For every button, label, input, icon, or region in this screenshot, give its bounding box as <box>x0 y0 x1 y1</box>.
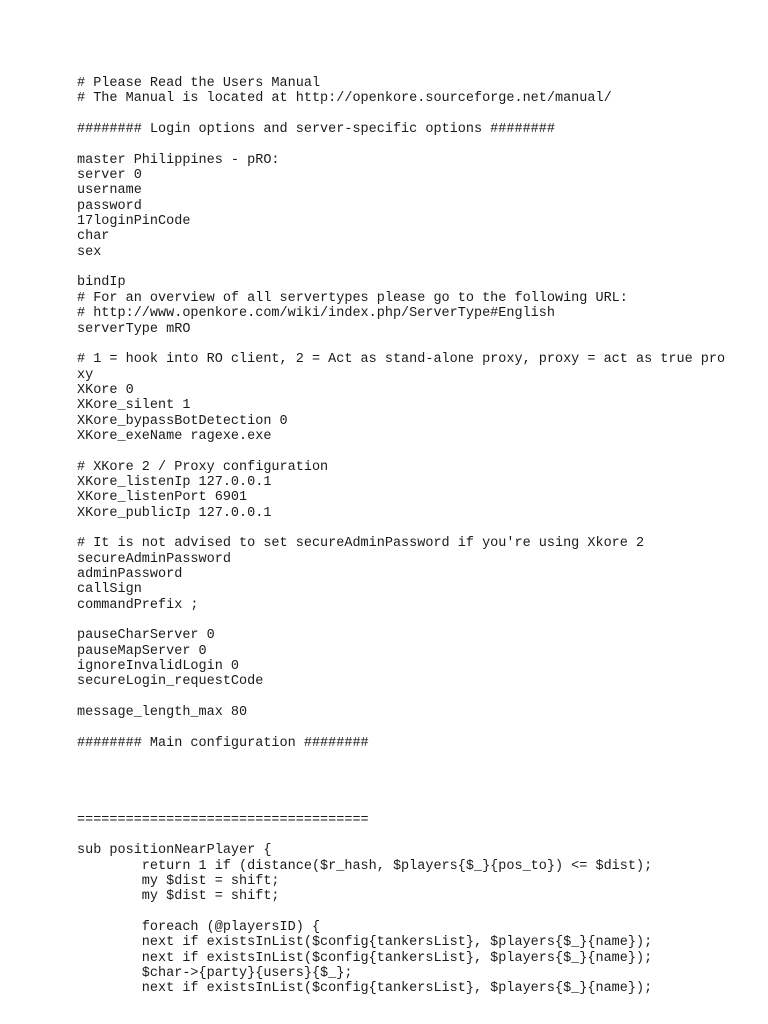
text-line: ######## Login options and server-specific options ######## <box>77 122 555 138</box>
text-line: next if existsInList($config{tankersList}, $players{$_}{name}); <box>77 981 653 997</box>
text-line <box>77 690 725 705</box>
text-line <box>77 337 725 352</box>
text-line: return 1 if (distance($r_hash, $players{$_}{pos_to}) <= $dist); <box>77 858 653 874</box>
text-line <box>77 137 725 152</box>
config-file-text <box>77 76 725 997</box>
text-line: XKore 0 <box>77 382 134 398</box>
text-line: username <box>77 183 142 199</box>
text-line: char <box>77 229 110 245</box>
text-line: ignoreInvalidLogin 0 <box>77 659 240 675</box>
text-line: callSign <box>77 582 142 598</box>
text-line: # http://www.openkore.com/wiki/index.php/ServerType#English <box>77 306 555 322</box>
text-line: ==================================== <box>77 812 369 828</box>
text-line <box>77 613 725 628</box>
text-line <box>77 766 725 781</box>
text-line: server 0 <box>77 168 142 184</box>
text-line: pauseCharServer 0 <box>77 628 215 644</box>
text-line: # XKore 2 / Proxy configuration <box>77 459 329 475</box>
text-line <box>77 107 725 122</box>
text-line: serverType mRO <box>77 321 191 337</box>
text-line: XKore_silent 1 <box>77 398 191 414</box>
text-line: password <box>77 198 142 214</box>
text-line: bindIp <box>77 275 126 291</box>
text-line: XKore_listenIp 127.0.0.1 <box>77 474 272 490</box>
text-line: # Please Read the Users Manual <box>77 76 321 91</box>
text-line <box>77 260 725 275</box>
text-line: next if existsInList($config{tankersList}, $players{$_}{name}); <box>77 950 653 966</box>
text-line: sex <box>77 244 102 260</box>
text-line: # 1 = hook into RO client, 2 = Act as stand-alone proxy, proxy = act as true pro <box>77 352 726 368</box>
text-line <box>77 828 725 843</box>
text-line: master Philippines - pRO: <box>77 152 280 168</box>
text-line: my $dist = shift; <box>77 873 280 889</box>
text-line: XKore_bypassBotDetection 0 <box>77 413 288 429</box>
text-line <box>77 444 725 459</box>
text-line: commandPrefix ; <box>77 597 199 613</box>
text-line: ######## Main configuration ######## <box>77 735 369 751</box>
text-line: sub positionNearPlayer { <box>77 843 272 859</box>
text-line: XKore_listenPort 6901 <box>77 490 248 506</box>
text-line: my $dist = shift; <box>77 889 280 905</box>
text-line: XKore_publicIp 127.0.0.1 <box>77 505 272 521</box>
text-line <box>77 782 725 797</box>
text-line: 17loginPinCode <box>77 214 191 230</box>
text-line: pauseMapServer 0 <box>77 643 207 659</box>
text-line: adminPassword <box>77 567 183 582</box>
text-line: secureLogin_requestCode <box>77 674 264 690</box>
text-line: # For an overview of all servertypes please go to the following URL: <box>77 290 628 306</box>
text-line <box>77 905 725 920</box>
text-line: xy <box>77 367 94 383</box>
text-line: foreach (@playersID) { <box>77 919 321 935</box>
text-line <box>77 751 725 766</box>
text-line <box>77 521 725 536</box>
text-line: XKore_exeName ragexe.exe <box>77 428 272 444</box>
text-line: # The Manual is located at http://openkore.sourceforge.net/manual/ <box>77 91 612 107</box>
text-line <box>77 797 725 812</box>
text-line: $char->{party}{users}{$_}; <box>77 965 353 981</box>
text-line: next if existsInList($config{tankersList}, $players{$_}{name}); <box>77 935 653 951</box>
text-line: # It is not advised to set secureAdminPassword if you're using Xkore 2 <box>77 536 645 552</box>
text-line <box>77 720 725 735</box>
text-line: message_length_max 80 <box>77 705 248 721</box>
text-line: secureAdminPassword <box>77 551 231 567</box>
